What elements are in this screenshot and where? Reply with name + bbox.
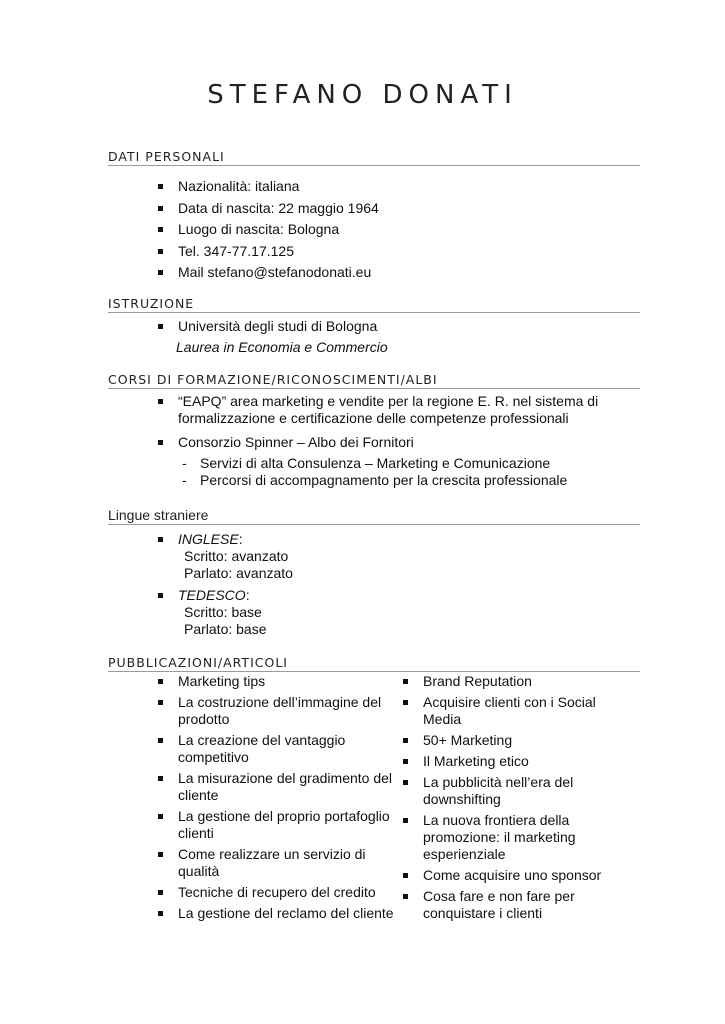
list-item: Come realizzare un servizio di qualità [156, 846, 394, 880]
page-title: STEFANO DONATI [207, 80, 518, 110]
education-list [156, 318, 640, 356]
list-item: La nuova frontiera della promozione: il marketing esperienziale [401, 812, 621, 863]
list-item: Tecniche di recupero del credito [156, 884, 394, 901]
publications-list-right [401, 673, 621, 922]
list-item: 50+ Marketing [401, 732, 621, 749]
section-heading-education: ISTRUZIONE [108, 296, 640, 313]
publications-list-left [156, 673, 394, 922]
list-item: Mail stefano@stefanodonati.eu [156, 264, 640, 281]
section-heading-training: CORSI DI FORMAZIONE/RICONOSCIMENTI/ALBI [108, 372, 640, 389]
list-item: Luogo di nascita: Bologna [156, 221, 640, 238]
list-item [156, 434, 616, 489]
language-spoken: Parlato: base [184, 621, 267, 637]
list-item: Cosa fare e non fare per conquistare i clienti [401, 888, 621, 922]
language-spoken: Parlato: avanzato [184, 565, 293, 581]
section-heading-languages: Lingue straniere [108, 508, 640, 525]
list-item: Nazionalità: italiana [156, 178, 640, 195]
training-list [156, 393, 616, 489]
list-item: TEDESCO: Scritto: base Parlato: base [156, 587, 640, 638]
list-item: La creazione del vantaggio competitivo [156, 732, 394, 766]
list-item: Brand Reputation [401, 673, 621, 690]
list-item: Tel. 347-77.17.125 [156, 243, 640, 260]
degree-title: Laurea in Economia e Commercio [176, 339, 388, 355]
list-item: Data di nascita: 22 maggio 1964 [156, 200, 640, 217]
sub-list-item: - Servizi di alta Consulenza – Marketing e Comunicazione [180, 455, 616, 472]
language-name: TEDESCO [178, 587, 246, 603]
training-sublist [180, 455, 616, 489]
list-item: “EAPQ” area marketing e vendite per la regione E. R. nel sistema di formalizzazione e certificazione delle competenze professionali [156, 393, 616, 427]
list-item: Il Marketing etico [401, 753, 621, 770]
list-item: La pubblicità nell’era del downshifting [401, 774, 621, 808]
list-item: La gestione del reclamo del cliente [156, 905, 394, 922]
language-name: INGLESE [178, 531, 239, 547]
list-item: La costruzione dell’immagine del prodotto [156, 694, 394, 728]
consortium-name: Consorzio Spinner – Albo dei Fornitori [178, 434, 414, 450]
list-item: La gestione del proprio portafoglio clienti [156, 808, 394, 842]
list-item: Acquisire clienti con i Social Media [401, 694, 621, 728]
languages-list [156, 531, 640, 638]
language-written: Scritto: base [184, 604, 262, 620]
section-heading-publications: PUBBLICAZIONI/ARTICOLI [108, 655, 640, 672]
list-item: Come acquisire uno sponsor [401, 867, 621, 884]
list-item: INGLESE: Scritto: avanzato Parlato: avanzato [156, 531, 640, 582]
language-written: Scritto: avanzato [184, 548, 289, 564]
list-item: La misurazione del gradimento del cliente [156, 770, 394, 804]
sub-list-item: - Percorsi di accompagnamento per la crescita professionale [180, 472, 616, 489]
list-item: Marketing tips [156, 673, 394, 690]
personal-list [156, 178, 640, 281]
university-name: Università degli studi di Bologna [178, 318, 378, 334]
section-heading-personal: DATI PERSONALI [108, 149, 640, 166]
list-item [156, 318, 640, 356]
